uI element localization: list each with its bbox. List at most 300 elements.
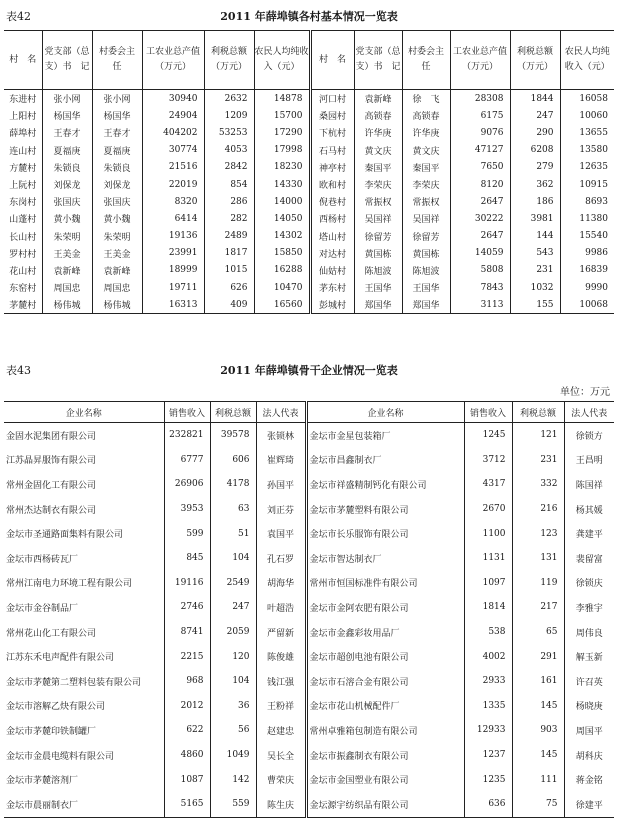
income: 10470 [254, 279, 310, 296]
director: 杨国华 [92, 107, 142, 124]
legal-rep: 王粉祥 [256, 694, 306, 719]
col-tax: 利税总额 [210, 402, 256, 423]
tax: 854 [204, 176, 254, 193]
village-name: 连山村 [9, 146, 37, 157]
legal-rep: 周国平 [564, 718, 614, 743]
village-name: 方麓村 [9, 163, 37, 174]
tax: 104 [210, 546, 256, 571]
tax: 120 [210, 644, 256, 669]
secretary: 黄国栋 [354, 245, 402, 262]
table-row [4, 644, 614, 669]
enterprise-table [4, 401, 614, 818]
tax: 231 [512, 448, 564, 473]
unit-label: 单位：万元 [560, 387, 610, 398]
sales: 845 [164, 546, 210, 571]
table-row [4, 90, 614, 108]
tax: 606 [210, 448, 256, 473]
village-name: 罗村村 [9, 249, 37, 260]
legal-rep: 徐锁庆 [564, 571, 614, 596]
income: 11380 [560, 210, 614, 227]
village-name: 神亭村 [310, 159, 354, 176]
secretary: 夏福庚 [42, 142, 92, 159]
output: 22019 [142, 176, 204, 193]
secretary: 刘保龙 [42, 176, 92, 193]
tax: 1015 [204, 262, 254, 279]
income: 15540 [560, 228, 614, 245]
tax: 1844 [510, 90, 560, 108]
tax: 409 [204, 296, 254, 314]
legal-rep: 龚建平 [564, 521, 614, 546]
sales: 1100 [464, 521, 512, 546]
legal-rep: 许召英 [564, 669, 614, 694]
col-tax: 利税总额（万元） [204, 31, 254, 90]
tax: 1049 [210, 743, 256, 768]
legal-rep: 裴留富 [564, 546, 614, 571]
table42-title: 2011 年薛埠镇各村基本情况一览表 [220, 10, 398, 23]
company-name: 金坛市石溶合金有限公司 [306, 669, 464, 694]
col-secretary-2: 党支部（总支）书 记 [354, 31, 402, 90]
col-output-2: 工农业总产值（万元） [450, 31, 510, 90]
village-name: 桑园村 [310, 107, 354, 124]
output: 9076 [450, 124, 510, 141]
output: 2647 [450, 193, 510, 210]
legal-rep: 王昌明 [564, 448, 614, 473]
company-name: 金坛市金谷制品厂 [6, 603, 79, 614]
col-legal-rep-2: 法人代表 [564, 402, 614, 423]
output: 21516 [142, 159, 204, 176]
secretary: 张国庆 [42, 193, 92, 210]
table-row [4, 792, 614, 817]
table-row [4, 193, 614, 210]
income: 18230 [254, 159, 310, 176]
tax: 121 [512, 423, 564, 448]
table-row [4, 176, 614, 193]
table42-label: 表42 [6, 10, 31, 23]
tax: 53253 [204, 124, 254, 141]
company-name: 常州花山化工有限公司 [6, 628, 97, 639]
table-row [4, 296, 614, 314]
tax: 56 [210, 718, 256, 743]
legal-rep: 孙国平 [256, 472, 306, 497]
secretary: 李荣庆 [354, 176, 402, 193]
tax: 142 [210, 767, 256, 792]
income: 9986 [560, 245, 614, 262]
table-row [4, 472, 614, 497]
tax: 231 [510, 262, 560, 279]
col-output: 工农业总产值（万元） [142, 31, 204, 90]
income: 17290 [254, 124, 310, 141]
tax: 144 [510, 228, 560, 245]
tax: 626 [204, 279, 254, 296]
table-row [4, 142, 614, 159]
tax: 131 [512, 546, 564, 571]
director: 朱锁良 [92, 159, 142, 176]
legal-rep: 叶超浩 [256, 595, 306, 620]
col-sales: 销售收入 [164, 402, 210, 423]
secretary: 陈旭波 [354, 262, 402, 279]
village-name: 东窑村 [9, 284, 37, 295]
tax: 291 [512, 644, 564, 669]
director: 黄国栋 [402, 245, 450, 262]
tax: 161 [512, 669, 564, 694]
sales: 4317 [464, 472, 512, 497]
sales: 6777 [164, 448, 210, 473]
company-name: 金坛市茅麓第二塑料包装有限公司 [6, 677, 142, 688]
output: 24904 [142, 107, 204, 124]
sales: 2746 [164, 595, 210, 620]
sales: 1335 [464, 694, 512, 719]
company-name: 金坛市金鑫彩妆用品厂 [306, 620, 464, 645]
table-row [4, 497, 614, 522]
secretary: 杨国华 [42, 107, 92, 124]
secretary: 杨伟城 [42, 296, 92, 314]
company-name: 金坛市长乐服饰有限公司 [306, 521, 464, 546]
company-name: 金坛市西杨砖瓦厂 [6, 554, 79, 565]
income: 12635 [560, 159, 614, 176]
tax: 63 [210, 497, 256, 522]
col-secretary: 党支部（总支）书 记 [42, 31, 92, 90]
col-tax-2: 利税总额（万元） [510, 31, 560, 90]
output: 2647 [450, 228, 510, 245]
tax: 286 [204, 193, 254, 210]
tax: 2059 [210, 620, 256, 645]
sales: 4860 [164, 743, 210, 768]
output: 19136 [142, 228, 204, 245]
legal-rep: 徐建平 [564, 792, 614, 817]
company-name: 常州卓雅箱包制造有限公司 [306, 718, 464, 743]
income: 17998 [254, 142, 310, 159]
legal-rep: 胡海华 [256, 571, 306, 596]
director: 徐 飞 [402, 90, 450, 108]
company-name: 常州金固化工有限公司 [6, 480, 97, 491]
income: 8693 [560, 193, 614, 210]
secretary: 袁新峰 [354, 90, 402, 108]
company-name: 金坛市金晨电缆料有限公司 [6, 751, 115, 762]
output: 14059 [450, 245, 510, 262]
legal-rep: 周伟良 [564, 620, 614, 645]
secretary: 王美金 [42, 245, 92, 262]
output: 8120 [450, 176, 510, 193]
legal-rep: 曹荣庆 [256, 767, 306, 792]
secretary: 朱荣明 [42, 228, 92, 245]
income: 14878 [254, 90, 310, 108]
secretary: 许华庚 [354, 124, 402, 141]
table-row [4, 546, 614, 571]
legal-rep: 严留新 [256, 620, 306, 645]
legal-rep: 杨晓庚 [564, 694, 614, 719]
tax: 1817 [204, 245, 254, 262]
legal-rep: 吴长全 [256, 743, 306, 768]
table-row [4, 228, 614, 245]
company-name: 金坛市花山机械配件厂 [306, 694, 464, 719]
col-company-2: 企业名称 [306, 402, 464, 423]
table-row [4, 767, 614, 792]
sales: 636 [464, 792, 512, 817]
director: 秦国平 [402, 159, 450, 176]
sales: 12933 [464, 718, 512, 743]
tax: 186 [510, 193, 560, 210]
tax: 51 [210, 521, 256, 546]
col-village: 村 名 [4, 31, 42, 90]
secretary: 吴国祥 [354, 210, 402, 227]
secretary: 周国忠 [42, 279, 92, 296]
sales: 19116 [164, 571, 210, 596]
tax: 216 [512, 497, 564, 522]
income: 15700 [254, 107, 310, 124]
sales: 1097 [464, 571, 512, 596]
company-name: 金坛市超创电池有限公司 [306, 644, 464, 669]
tax: 559 [210, 792, 256, 817]
table-row [4, 448, 614, 473]
director: 周国忠 [92, 279, 142, 296]
header-row [4, 402, 614, 423]
tax: 2549 [210, 571, 256, 596]
income: 14000 [254, 193, 310, 210]
income: 16560 [254, 296, 310, 314]
tax: 282 [204, 210, 254, 227]
village-name: 河口村 [310, 90, 354, 108]
secretary: 常振权 [354, 193, 402, 210]
legal-rep: 孔石罗 [256, 546, 306, 571]
director: 陈旭波 [402, 262, 450, 279]
table-row [4, 245, 614, 262]
income: 16288 [254, 262, 310, 279]
company-name: 金坛市金阿农肥有限公司 [306, 595, 464, 620]
director: 王美金 [92, 245, 142, 262]
company-name: 金坛市晨丽制衣厂 [6, 800, 79, 811]
secretary: 黄小魏 [42, 210, 92, 227]
director: 郑国华 [402, 296, 450, 314]
table43-title: 2011 年薛埠镇骨干企业情况一览表 [220, 364, 398, 377]
sales: 8741 [164, 620, 210, 645]
legal-rep: 徐锁方 [564, 423, 614, 448]
tax: 111 [512, 767, 564, 792]
village-name: 塔山村 [310, 228, 354, 245]
sales: 1087 [164, 767, 210, 792]
tax: 2632 [204, 90, 254, 108]
output: 3113 [450, 296, 510, 314]
company-name: 金坛市茅麓印铁制罐厂 [6, 726, 97, 737]
col-director-2: 村委会主 任 [402, 31, 450, 90]
income: 10060 [560, 107, 614, 124]
company-name: 金坛市溶解乙炔有限公司 [6, 702, 106, 713]
col-tax-2: 利税总额 [512, 402, 564, 423]
secretary: 黄文庆 [354, 142, 402, 159]
table-row [4, 210, 614, 227]
sales: 2012 [164, 694, 210, 719]
company-name: 江苏东禾电声配件有限公司 [6, 653, 115, 664]
table-row [4, 124, 614, 141]
village-name: 彭城村 [310, 296, 354, 314]
director: 吴国祥 [402, 210, 450, 227]
sales: 1237 [464, 743, 512, 768]
tax: 6208 [510, 142, 560, 159]
legal-rep: 李雅宇 [564, 595, 614, 620]
table-row [4, 159, 614, 176]
tax: 1209 [204, 107, 254, 124]
village-name: 长山村 [9, 232, 37, 243]
tax: 155 [510, 296, 560, 314]
tax: 4178 [210, 472, 256, 497]
income: 16058 [560, 90, 614, 108]
tax: 4053 [204, 142, 254, 159]
table-row [4, 595, 614, 620]
table-row [4, 262, 614, 279]
sales: 622 [164, 718, 210, 743]
secretary: 袁新峰 [42, 262, 92, 279]
legal-rep: 张锁林 [256, 423, 306, 448]
table-row [4, 279, 614, 296]
company-name: 金坛市圣通路面集料有限公司 [6, 530, 124, 541]
director: 黄文庆 [402, 142, 450, 159]
output: 8320 [142, 193, 204, 210]
output: 47127 [450, 142, 510, 159]
col-director: 村委会主 任 [92, 31, 142, 90]
output: 6414 [142, 210, 204, 227]
output: 7843 [450, 279, 510, 296]
tax: 362 [510, 176, 560, 193]
village-name: 东岗村 [9, 198, 37, 209]
sales: 5165 [164, 792, 210, 817]
sales: 3953 [164, 497, 210, 522]
tax: 2842 [204, 159, 254, 176]
company-name: 金固水泥集团有限公司 [6, 431, 97, 442]
sales: 2933 [464, 669, 512, 694]
legal-rep: 钱江强 [256, 669, 306, 694]
tax: 290 [510, 124, 560, 141]
tax: 3981 [510, 210, 560, 227]
village-name: 对达村 [310, 245, 354, 262]
director: 夏福庚 [92, 142, 142, 159]
col-company: 企业名称 [4, 402, 164, 423]
village-name: 茅东村 [310, 279, 354, 296]
secretary: 王国华 [354, 279, 402, 296]
sales: 1814 [464, 595, 512, 620]
village-name: 西杨村 [310, 210, 354, 227]
tax: 217 [512, 595, 564, 620]
output: 30774 [142, 142, 204, 159]
director: 朱荣明 [92, 228, 142, 245]
table-row [4, 669, 614, 694]
sales: 2215 [164, 644, 210, 669]
table-row [4, 718, 614, 743]
output: 23991 [142, 245, 204, 262]
table-row [4, 620, 614, 645]
output: 16313 [142, 296, 204, 314]
village-name: 薛埠村 [9, 129, 37, 140]
tax: 104 [210, 669, 256, 694]
output: 30222 [450, 210, 510, 227]
company-name: 金坛市振鑫制衣有限公司 [306, 743, 464, 768]
income: 14302 [254, 228, 310, 245]
tax: 247 [510, 107, 560, 124]
income: 15850 [254, 245, 310, 262]
legal-rep: 袁国平 [256, 521, 306, 546]
tax: 279 [510, 159, 560, 176]
director: 张小网 [92, 90, 142, 108]
village-name: 倪巷村 [310, 193, 354, 210]
table-row [4, 423, 614, 448]
output: 28308 [450, 90, 510, 108]
legal-rep: 胡科庆 [564, 743, 614, 768]
sales: 1131 [464, 546, 512, 571]
sales: 599 [164, 521, 210, 546]
secretary: 秦国平 [354, 159, 402, 176]
company-name: 金坛市智达制衣厂 [306, 546, 464, 571]
income: 14050 [254, 210, 310, 227]
table-row [4, 694, 614, 719]
table-row [4, 521, 614, 546]
village-name: 上阮村 [9, 181, 37, 192]
secretary: 朱锁良 [42, 159, 92, 176]
sales: 968 [164, 669, 210, 694]
village-name: 上阳村 [9, 112, 37, 123]
tax: 332 [512, 472, 564, 497]
director: 袁新峰 [92, 262, 142, 279]
income: 10915 [560, 176, 614, 193]
sales: 3712 [464, 448, 512, 473]
legal-rep: 刘正芬 [256, 497, 306, 522]
company-name: 常州市恒国标准件有限公司 [306, 571, 464, 596]
secretary: 徐留芳 [354, 228, 402, 245]
income: 14330 [254, 176, 310, 193]
company-name: 金坛市茅麓溶剂厂 [6, 776, 79, 787]
director: 王春才 [92, 124, 142, 141]
company-name: 金坛市茅麓塑料有限公司 [306, 497, 464, 522]
output: 19711 [142, 279, 204, 296]
col-legal-rep: 法人代表 [256, 402, 306, 423]
col-village-2: 村 名 [310, 31, 354, 90]
output: 7650 [450, 159, 510, 176]
sales: 4002 [464, 644, 512, 669]
legal-rep: 陈生庆 [256, 792, 306, 817]
village-name: 欧和村 [310, 176, 354, 193]
legal-rep: 杨其媛 [564, 497, 614, 522]
company-name: 常州江南电力环境工程有限公司 [6, 579, 133, 590]
village-name: 下杭村 [310, 124, 354, 141]
output: 18999 [142, 262, 204, 279]
income: 9990 [560, 279, 614, 296]
header-row [4, 31, 614, 90]
col-sales-2: 销售收入 [464, 402, 512, 423]
tax: 119 [512, 571, 564, 596]
village-name: 仙姑村 [310, 262, 354, 279]
legal-rep: 解玉新 [564, 644, 614, 669]
tax: 36 [210, 694, 256, 719]
company-name: 金坛市金国塑业有限公司 [306, 767, 464, 792]
legal-rep: 陈俊雄 [256, 644, 306, 669]
table-row [4, 743, 614, 768]
tax: 543 [510, 245, 560, 262]
income: 13580 [560, 142, 614, 159]
income: 10068 [560, 296, 614, 314]
legal-rep: 崔辉琦 [256, 448, 306, 473]
sales: 232821 [164, 423, 210, 448]
village-table [4, 30, 614, 314]
tax: 145 [512, 694, 564, 719]
director: 常振权 [402, 193, 450, 210]
tax: 39578 [210, 423, 256, 448]
director: 王国华 [402, 279, 450, 296]
village-name: 石马村 [310, 142, 354, 159]
village-name: 茅麓村 [9, 301, 37, 312]
tax: 2489 [204, 228, 254, 245]
output: 6175 [450, 107, 510, 124]
col-income: 农民人均纯收入（元） [254, 31, 310, 90]
output: 5808 [450, 262, 510, 279]
company-name: 金坛市金星包装箱厂 [306, 423, 464, 448]
tax: 1032 [510, 279, 560, 296]
